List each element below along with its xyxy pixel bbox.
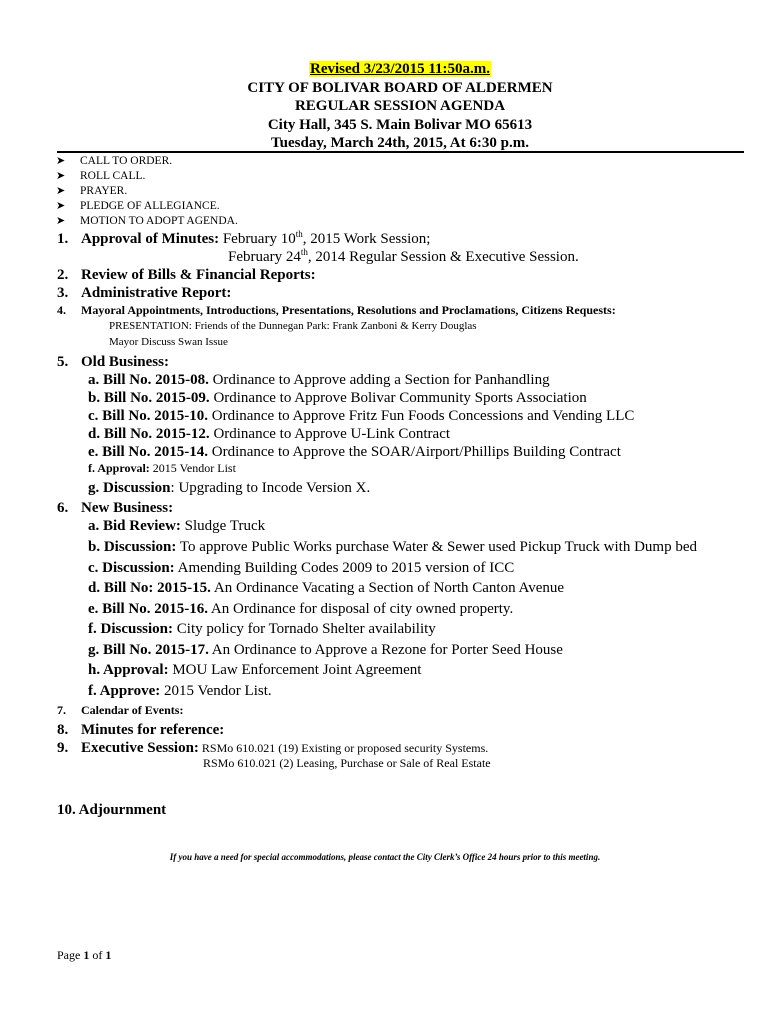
old-business-e: e. Bill No. 2015-14. Ordinance to Approve the SOAR/Airport/Phillips Building Contract — [88, 444, 621, 460]
bullet-item: ➤ PRAYER. — [56, 185, 128, 197]
page-number: Page 1 of 1 — [57, 948, 112, 962]
mayor-note: Mayor Discuss Swan Issue — [109, 336, 228, 348]
meeting-date: Tuesday, March 24th, 2015, At 6:30 p.m. — [271, 135, 529, 151]
old-business-c: c. Bill No. 2015-10. Ordinance to Approve Fritz Fun Foods Concessions and Vending LLC — [88, 408, 635, 424]
new-business-b: b. Discussion: To approve Public Works purchase Water & Sewer used Pickup Truck with Dump bed — [88, 539, 697, 555]
new-business-f2: f. Approve: 2015 Vendor List. — [88, 683, 272, 699]
executive-session-cont: RSMo 610.021 (2) Leasing, Purchase or Sale of Real Estate — [203, 756, 491, 770]
org-title: CITY OF BOLIVAR BOARD OF ALDERMEN — [247, 80, 553, 96]
agenda-item-7: 7. Calendar of Events: — [57, 703, 184, 717]
agenda-item-9: 9. Executive Session: RSMo 610.021 (19) Existing or proposed security Systems. — [57, 740, 489, 756]
agenda-item-2: 2. Review of Bills & Financial Reports: — [57, 267, 316, 283]
arrowhead-bullet-icon: ➤ — [56, 170, 66, 182]
arrowhead-bullet-icon: ➤ — [56, 200, 66, 212]
item-title: Approval of Minutes: — [81, 231, 220, 247]
agenda-item-4: 4. Mayoral Appointments, Introductions, Presentations, Resolutions and Proclamations, Citizens Requests: — [57, 303, 616, 317]
agenda-item-5: 5. Old Business: — [57, 354, 169, 370]
agenda-item-8: 8. Minutes for reference: — [57, 722, 225, 738]
agenda-title: REGULAR SESSION AGENDA — [294, 98, 506, 114]
new-business-e: e. Bill No. 2015-16. An Ordinance for disposal of city owned property. — [88, 601, 514, 617]
presentation-note: PRESENTATION: Friends of the Dunnegan Park: Frank Zanboni & Kerry Douglas — [109, 320, 477, 332]
meeting-location: City Hall, 345 S. Main Bolivar MO 65613 — [267, 117, 533, 133]
old-business-a: a. Bill No. 2015-08. Ordinance to Approve adding a Section for Panhandling — [88, 372, 550, 388]
bullet-item: ➤ MOTION TO ADOPT AGENDA. — [56, 215, 238, 227]
arrowhead-bullet-icon: ➤ — [56, 185, 66, 197]
new-business-a: a. Bid Review: Sludge Truck — [88, 518, 266, 534]
revised-note — [60, 60, 740, 79]
new-business-g: g. Bill No. 2015-17. An Ordinance to Approve a Rezone for Porter Seed House — [88, 642, 563, 658]
new-business-f: f. Discussion: City policy for Tornado Shelter availability — [88, 621, 436, 637]
arrowhead-bullet-icon: ➤ — [56, 155, 66, 167]
new-business-d: d. Bill No: 2015-15. An Ordinance Vacating a Section of North Canton Avenue — [88, 580, 565, 596]
agenda-item-3: 3. Administrative Report: — [57, 285, 232, 301]
revised-highlight: Revised 3/23/2015 11:50a.m. — [310, 61, 490, 77]
bullet-item: ➤ CALL TO ORDER. — [56, 155, 173, 167]
agenda-item-6: 6. New Business: — [57, 500, 174, 516]
bullet-item: ➤ PLEDGE OF ALLEGIANCE. — [56, 200, 220, 212]
old-business-d: d. Bill No. 2015-12. Ordinance to Approve U-Link Contract — [88, 426, 451, 442]
agenda-item-1-cont: February 24th, 2014 Regular Session & Executive Session. — [228, 247, 579, 265]
new-business-c: c. Discussion: Amending Building Codes 2009 to 2015 version of ICC — [88, 560, 515, 576]
agenda-item-1: 1. Approval of Minutes: February 10th, 2015 Work Session; — [57, 229, 431, 247]
old-business-f: f. Approval: 2015 Vendor List — [88, 461, 236, 475]
agenda-item-10: 10. Adjournment — [57, 802, 167, 818]
bullet-item: ➤ ROLL CALL. — [56, 170, 146, 182]
old-business-b: b. Bill No. 2015-09. Ordinance to Approve Bolivar Community Sports Association — [88, 390, 587, 406]
header-divider — [57, 151, 744, 153]
arrowhead-bullet-icon: ➤ — [56, 215, 66, 227]
new-business-h: h. Approval: MOU Law Enforcement Joint Agreement — [88, 662, 422, 678]
accommodations-notice: If you have a need for special accommodations, please contact the City Clerk’s Office 24 hours prior to this meeting. — [169, 852, 601, 862]
old-business-g: g. Discussion: Upgrading to Incode Version X. — [88, 480, 371, 496]
